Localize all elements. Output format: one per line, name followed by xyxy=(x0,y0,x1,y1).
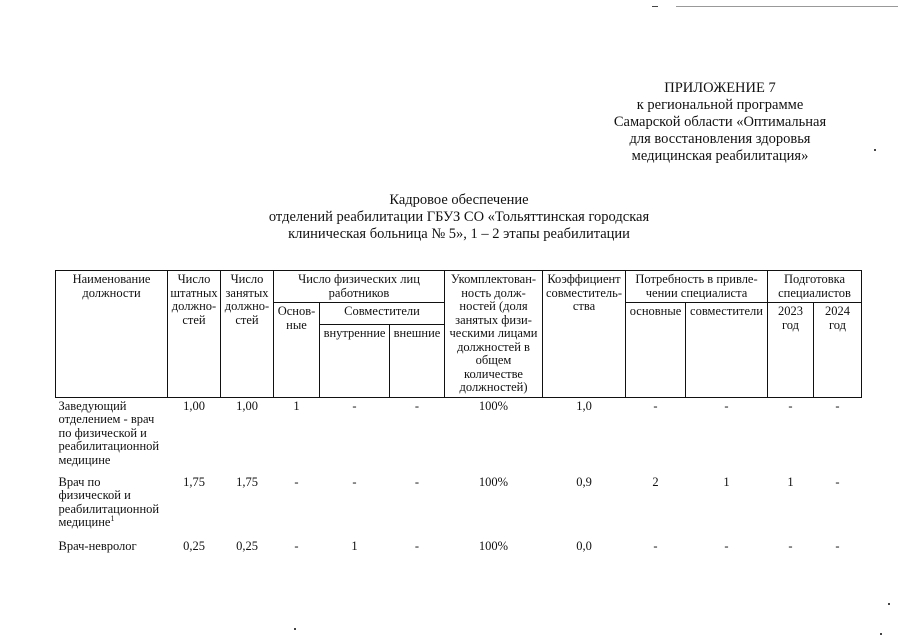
scan-speck xyxy=(652,6,658,7)
scan-speck xyxy=(874,149,876,151)
document-title xyxy=(0,192,906,243)
row-name: Заведующий отделением - врач по физической и реабилитационной медицине xyxy=(58,398,160,467)
appendix-line: Самарской области «Оптимальная xyxy=(613,114,827,130)
scan-line xyxy=(676,6,898,7)
row-name: Врач-невролог xyxy=(58,538,137,553)
header-part-timers: Совместители xyxy=(320,303,445,325)
cell-staffing: 100% xyxy=(478,538,509,553)
cell-coefficient: 0,0 xyxy=(576,538,592,553)
header-coefficient: Коэффициент совместитель-ства xyxy=(543,271,626,398)
header-position: Наименование должности xyxy=(56,271,168,398)
cell-coefficient: 1,0 xyxy=(576,398,592,413)
header-need-part: совместители xyxy=(686,303,768,398)
scan-speck xyxy=(294,628,296,630)
cell-external: - xyxy=(414,538,420,553)
cell-need-part: 1 xyxy=(723,474,730,489)
cell-year-2024: - xyxy=(835,398,840,413)
cell-year-2024: - xyxy=(835,474,840,489)
header-need: Потребность в привле-чении специалиста xyxy=(626,271,768,303)
appendix-header xyxy=(590,80,850,165)
cell-external: - xyxy=(414,398,420,413)
header-external: внешние xyxy=(390,324,445,397)
header-main: Основ-ные xyxy=(274,303,320,398)
cell-need-part: - xyxy=(724,538,729,553)
header-individuals: Число физических лиц работников xyxy=(274,271,445,303)
header-internal: внутренние xyxy=(320,324,390,397)
header-staff-positions: Число штатных должно-стей xyxy=(168,271,221,398)
cell-year-2023: 1 xyxy=(787,474,794,489)
cell-need-part: - xyxy=(724,398,729,413)
cell-need-main: - xyxy=(653,538,658,553)
footnote-mark: 1 xyxy=(110,513,115,523)
staffing-table xyxy=(55,270,862,555)
cell-main: - xyxy=(294,538,299,553)
cell-staffing: 100% xyxy=(478,398,509,413)
cell-year-2023: - xyxy=(788,398,793,413)
table-row xyxy=(56,397,862,474)
title-line: Кадровое обеспечение xyxy=(389,192,529,208)
cell-coefficient: 0,9 xyxy=(576,474,592,489)
cell-staff: 1,75 xyxy=(183,474,205,489)
appendix-line: ПРИЛОЖЕНИЕ 7 xyxy=(664,80,776,96)
scan-speck xyxy=(880,633,882,635)
appendix-line: медицинская реабилитация» xyxy=(631,148,809,164)
title-line: отделений реабилитации ГБУЗ СО «Тольяттинская городская xyxy=(268,209,650,225)
header-year-2023: 2023 год xyxy=(768,303,814,398)
cell-occupied: 1,00 xyxy=(236,398,258,413)
cell-staffing: 100% xyxy=(478,474,509,489)
cell-occupied: 1,75 xyxy=(236,474,258,489)
cell-main: - xyxy=(294,474,299,489)
title-line: клиническая больница № 5», 1 – 2 этапы реабилитации xyxy=(288,226,630,242)
cell-internal: - xyxy=(352,474,357,489)
header-training: Подготовка специалистов xyxy=(768,271,862,303)
cell-internal: - xyxy=(352,398,357,413)
cell-need-main: - xyxy=(653,398,658,413)
table-row xyxy=(56,538,862,556)
scan-speck xyxy=(888,603,890,605)
cell-need-main: 2 xyxy=(652,474,659,489)
header-year-2024: 2024 год xyxy=(814,303,862,398)
row-name: Врач по физической и реабилитационной медицине$^1$ xyxy=(58,474,160,529)
appendix-line: для восстановления здоровья xyxy=(629,131,811,147)
cell-staff: 1,00 xyxy=(183,398,205,413)
appendix-line: к региональной программе xyxy=(636,97,804,113)
cell-year-2023: - xyxy=(788,538,793,553)
cell-external: - xyxy=(414,474,420,489)
header-need-main: основные xyxy=(626,303,686,398)
cell-internal: 1 xyxy=(351,538,358,553)
table-row xyxy=(56,474,862,538)
cell-year-2024: - xyxy=(835,538,840,553)
cell-main: 1 xyxy=(293,398,300,413)
header-occupied-positions: Число занятых должно-стей xyxy=(221,271,274,398)
cell-staff: 0,25 xyxy=(183,538,205,553)
header-staffing: Укомплектован-ность долж-ностей (доля занятых физи-ческими лицами должностей в общем количестве должностей) xyxy=(445,271,543,398)
cell-occupied: 0,25 xyxy=(236,538,258,553)
